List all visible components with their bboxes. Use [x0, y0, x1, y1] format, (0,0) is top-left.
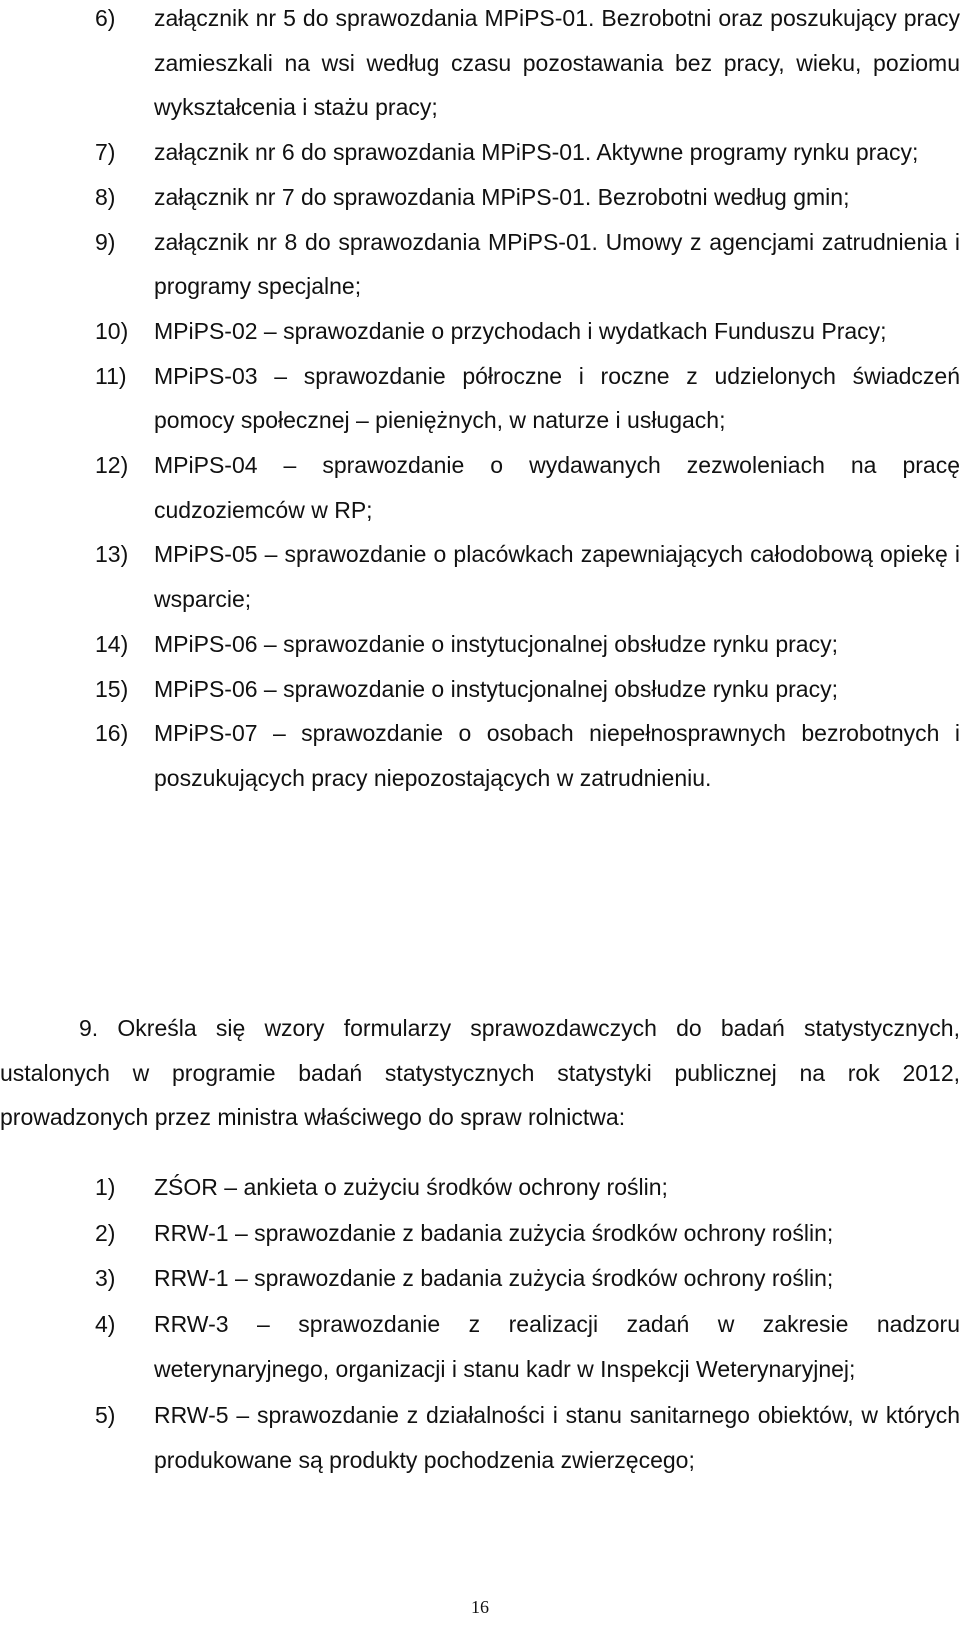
list-item-text: załącznik nr 5 do sprawozdania MPiPS-01. Bezrobotni oraz poszukujący pracy zamieszkali na wsi według czasu pozostawania bez pracy, wieku, poziomu wykształcenia i stażu pracy; [154, 5, 960, 121]
list-item-number: 4) [95, 1310, 116, 1337]
list-item-text: załącznik nr 6 do sprawozdania MPiPS-01. Aktywne programy rynku pracy; [154, 139, 919, 166]
list-item [0, 0, 960, 130]
list-item-text: ZŚOR – ankieta o zużyciu środków ochrony roślin; [154, 1174, 668, 1200]
list-item-text: MPiPS-03 – sprawozdanie półroczne i roczne z udzielonych świadczeń pomocy społecznej – pieniężnych, w naturze i usługach; [154, 362, 960, 434]
list-item-text: załącznik nr 8 do sprawozdania MPiPS-01. Umowy z agencjami zatrudnienia i programy specjalne; [154, 228, 960, 300]
list-item-number: 13) [95, 541, 129, 568]
list-item-number: 2) [95, 1219, 116, 1246]
list-item-number: 6) [95, 5, 116, 31]
list-item-text: RRW-3 – sprawozdanie z realizacji zadań w zakresie nadzoru weterynaryjnego, organizacji i stanu kadr w Inspekcji Weterynaryjnej; [154, 1310, 960, 1382]
list-item [0, 1256, 960, 1302]
list-item-number: 12) [95, 452, 129, 479]
list-item [0, 220, 960, 309]
list-item-text: MPiPS-05 – sprawozdanie o placówkach zapewniających całodobową opiekę i wsparcie; [154, 541, 960, 613]
list-item-number: 7) [95, 139, 116, 166]
list-item-number: 10) [95, 317, 129, 344]
list-item [0, 443, 960, 532]
list-item-text: załącznik nr 7 do sprawozdania MPiPS-01. Bezrobotni według gmin; [154, 183, 850, 210]
list-item [0, 1302, 960, 1393]
list-item-text: MPiPS-02 – sprawozdanie o przychodach i wydatkach Funduszu Pracy; [154, 317, 887, 344]
list-item-text: MPiPS-06 – sprawozdanie o instytucjonalnej obsłudze rynku pracy; [154, 630, 838, 657]
list-item-number: 8) [95, 183, 116, 210]
list-item [0, 1165, 960, 1211]
list-item [0, 532, 960, 621]
list-item [0, 175, 960, 220]
list-item-number: 9) [95, 228, 116, 255]
list-item [0, 309, 960, 354]
list-item-text: RRW-5 – sprawozdanie z działalności i stanu sanitarnego obiektów, w których produkowane są produkty pochodzenia zwierzęcego; [154, 1401, 960, 1473]
list-item-number: 16) [95, 720, 129, 747]
list-item-number: 11) [95, 362, 127, 389]
report-list-agriculture [0, 1165, 960, 1484]
list-item-text: RRW-1 – sprawozdanie z badania zużycia środków ochrony roślin; [154, 1265, 834, 1291]
list-item [0, 1211, 960, 1257]
section-9-paragraph: 9. Określa się wzory formularzy sprawozdawczych do badań statystycznych, ustalonych w programie badań statystycznych statystyki publicznej na rok 2012, prowadzonych przez ministra właściwego do spraw rolnictwa: [0, 1015, 960, 1131]
list-item [0, 667, 960, 712]
list-item-text: MPiPS-07 – sprawozdanie o osobach niepełnosprawnych bezrobotnych i poszukujących pracy niepozostających w zatrudnieniu. [154, 720, 960, 791]
list-item-number: 5) [95, 1401, 116, 1428]
report-list-mpips [0, 0, 960, 801]
list-item-text: MPiPS-04 – sprawozdanie o wydawanych zezwoleniach na pracę cudzoziemców w RP; [154, 452, 960, 523]
list-item-number: 1) [95, 1174, 116, 1200]
list-item-number: 14) [95, 630, 129, 657]
list-item-number: 15) [95, 675, 129, 702]
page-number: 16 [471, 1597, 489, 1617]
list-item [0, 1393, 960, 1484]
list-item [0, 622, 960, 667]
list-item [0, 354, 960, 443]
list-item-number: 3) [95, 1265, 116, 1291]
list-item-text: MPiPS-06 – sprawozdanie o instytucjonalnej obsłudze rynku pracy; [154, 675, 838, 702]
list-item [0, 130, 960, 175]
list-item-text: RRW-1 – sprawozdanie z badania zużycia środków ochrony roślin; [154, 1219, 834, 1246]
list-item [0, 711, 960, 800]
